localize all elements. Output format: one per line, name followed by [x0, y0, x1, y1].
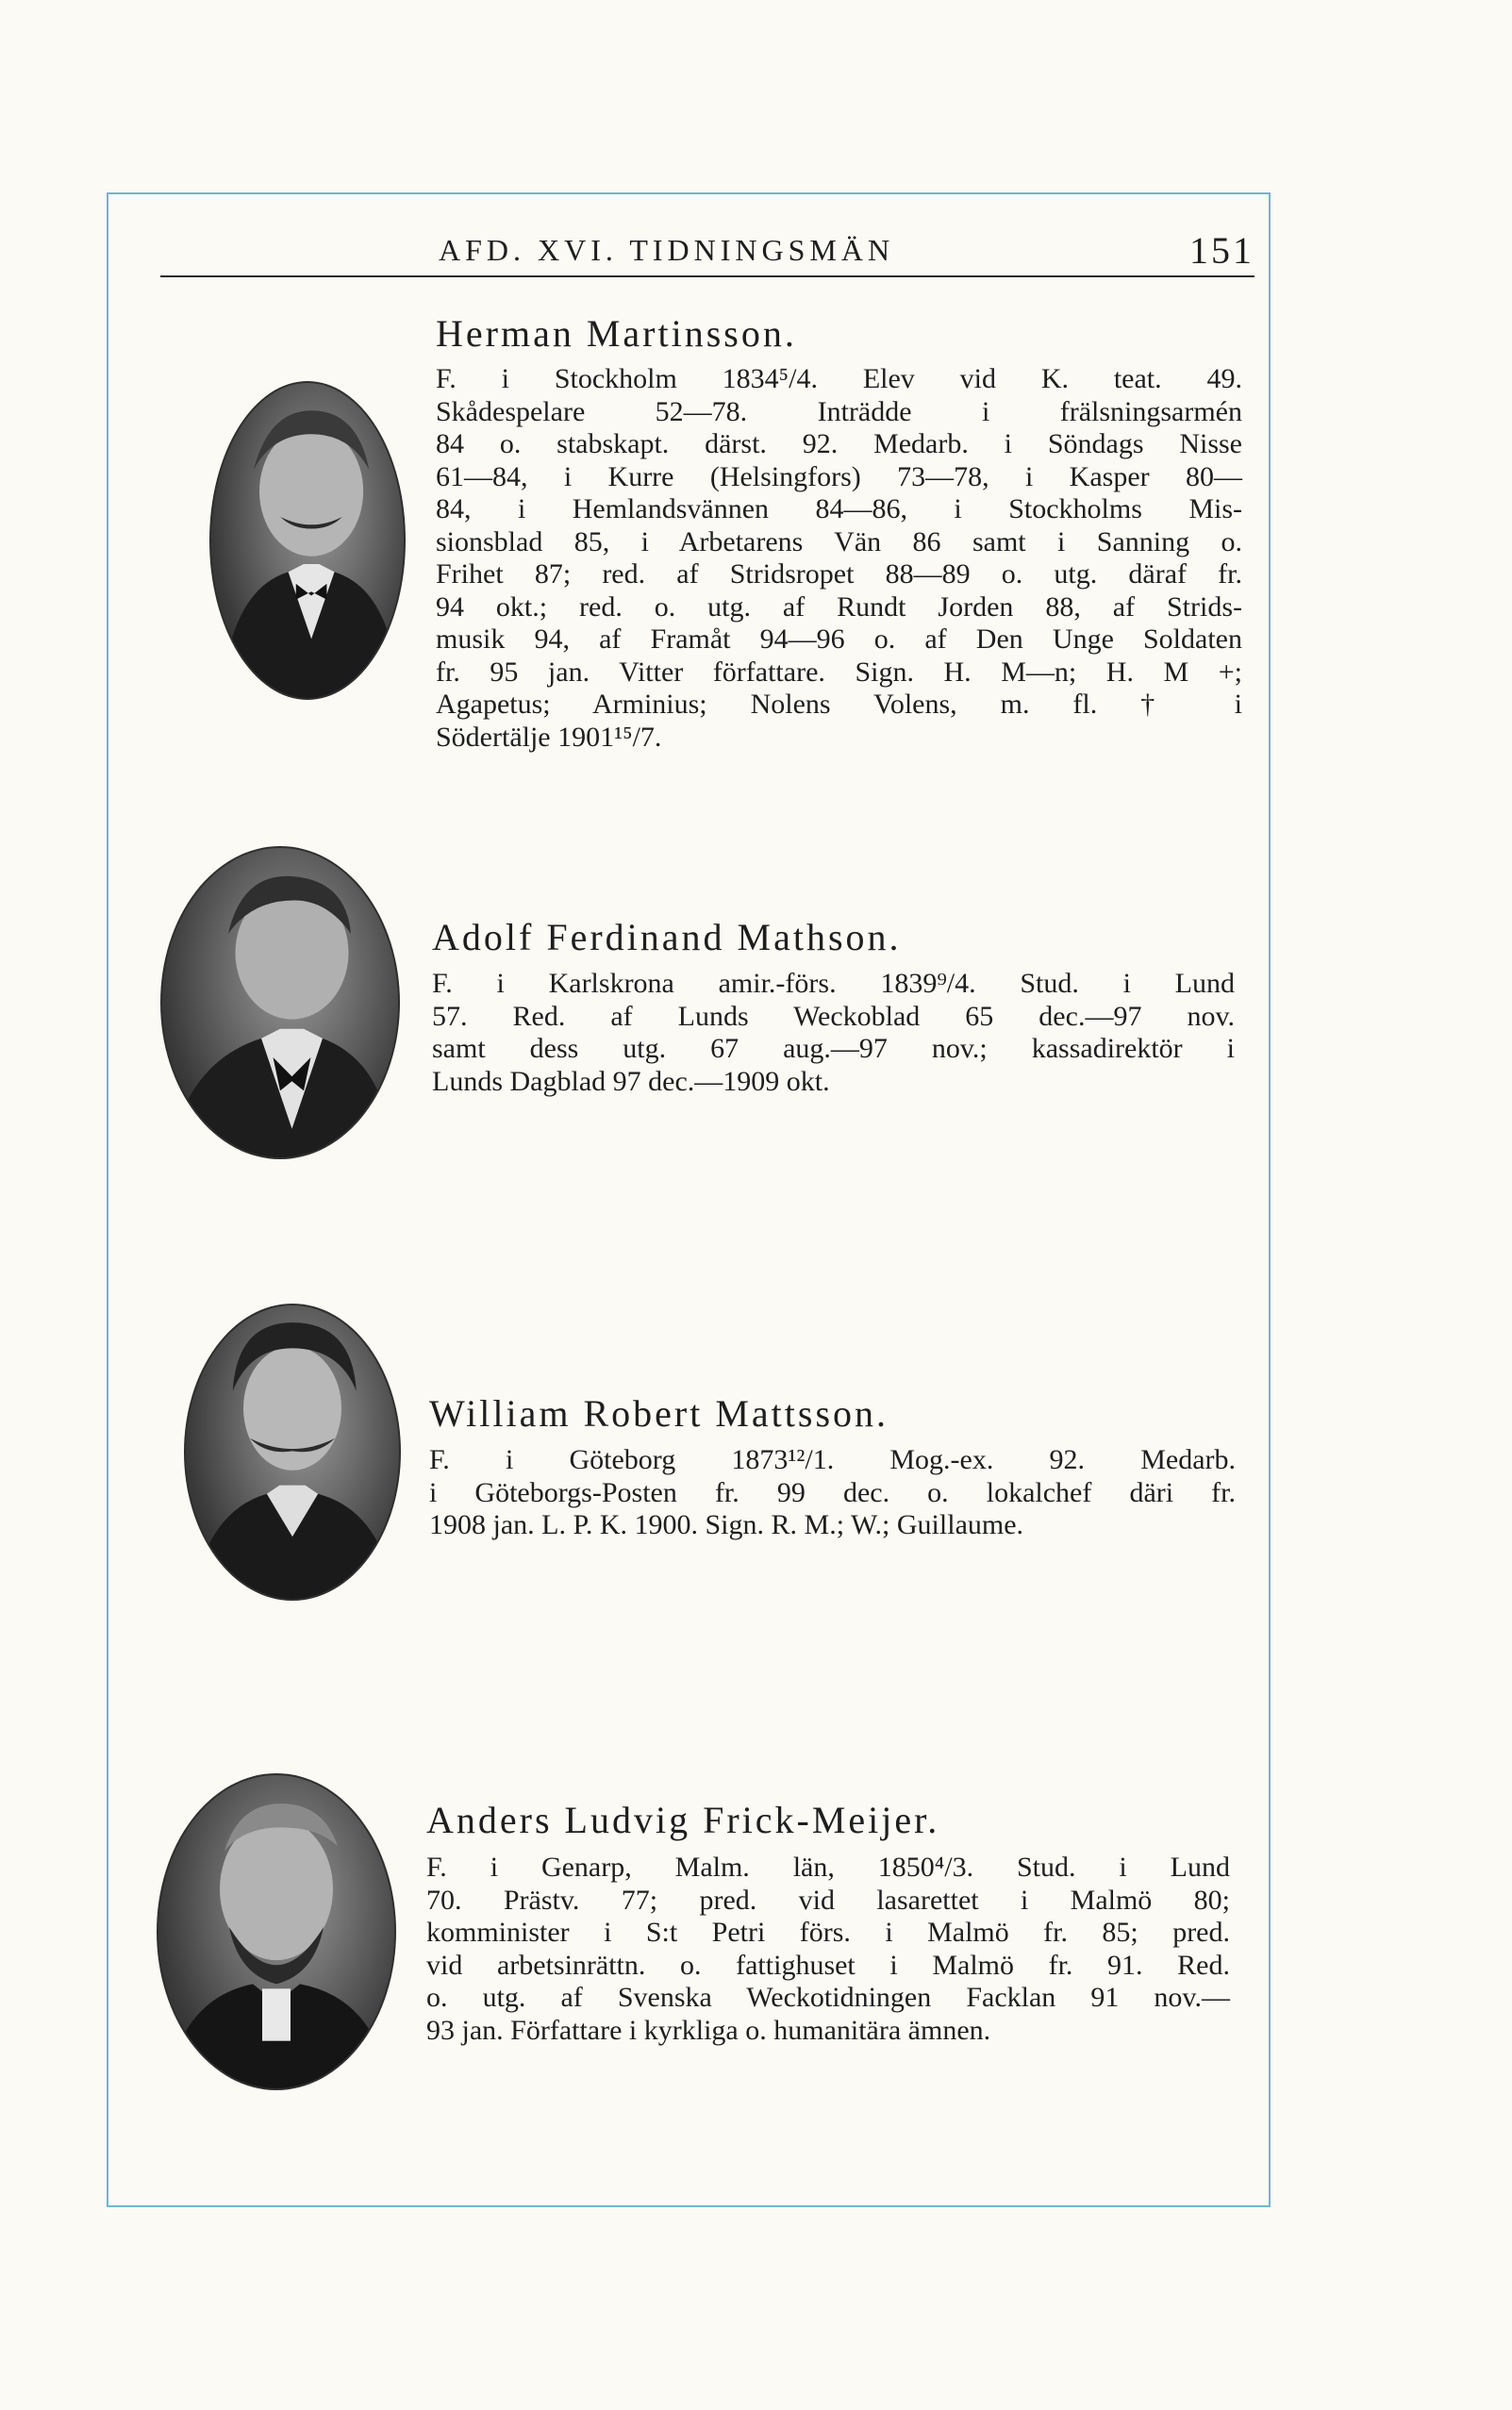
portrait-adolf-ferdinand-mathson — [160, 846, 400, 1159]
bio-line: i Göteborgs-Posten fr. 99 dec. o. lokalchef däri fr. — [429, 1476, 1236, 1508]
bio-line: 61—84, i Kurre (Helsingfors) 73—78, i Kasper 80— — [436, 460, 1242, 492]
entry-biography — [426, 1852, 1230, 2047]
entry-name: Herman Martinsson. — [436, 312, 797, 355]
bio-line: 84, i Hemlandsvännen 84—86, i Stockholms Mis- — [436, 493, 1242, 524]
bio-line: 94 okt.; red. o. utg. af Rundt Jorden 88, af Strids- — [436, 590, 1242, 623]
bio-line: 57. Red. af Lunds Weckoblad 65 dec.—97 nov. — [432, 1000, 1235, 1032]
bio-line: 93 jan. Författare i kyrkliga o. humanitära ämnen. — [426, 2014, 991, 2046]
bio-line: Skådespelare 52—78. Inträdde i frälsningsarmén — [436, 395, 1242, 427]
bio-line: sionsblad 85, i Arbetarens Vän 86 samt i Sanning o. — [436, 525, 1242, 557]
page-header — [160, 228, 1254, 277]
bio-line: samt dess utg. 67 aug.—97 nov.; kassadirektör i — [432, 1033, 1235, 1064]
running-title: AFD. XVI. TIDNINGSMÄN — [439, 233, 895, 267]
bio-line: Lunds Dagblad 97 dec.—1909 okt. — [432, 1065, 830, 1097]
bio-line: Södertälje 1901¹⁵/7. — [436, 721, 662, 753]
bio-line: fr. 95 jan. Vitter författare. Sign. H. M—n; H. M +; — [436, 656, 1242, 688]
bio-line: komminister i S:t Petri förs. i Malmö fr. 85; pred. — [426, 1917, 1230, 1948]
bio-line: 84 o. stabskapt. därst. 92. Medarb. i Söndags Nisse — [436, 428, 1242, 459]
bio-line: F. i Karlskrona amir.-förs. 1839⁹/4. Stud. i Lund — [432, 968, 1235, 999]
bio-line: 1908 jan. L. P. K. 1900. Sign. R. M.; W.; Guillaume. — [429, 1509, 1024, 1540]
bio-line: F. i Göteborg 1873¹²/1. Mog.-ex. 92. Medarb. — [429, 1444, 1236, 1475]
bio-line: Frihet 87; red. af Stridsropet 88—89 o. utg. däraf fr. — [436, 558, 1242, 590]
entry-name: Adolf Ferdinand Mathson. — [432, 916, 902, 958]
bio-line: o. utg. af Svenska Weckotidningen Facklan 91 nov.— — [426, 1982, 1230, 2013]
bio-line: vid arbetsinrättn. o. fattighuset i Malmö fr. 91. Red. — [426, 1949, 1230, 1981]
bio-line: 70. Prästv. 77; pred. vid lasarettet i Malmö 80; — [426, 1884, 1230, 1916]
bio-line: musik 94, af Framåt 94—96 o. af Den Unge Soldaten — [436, 623, 1242, 655]
bio-line: F. i Stockholm 1834⁵/4. Elev vid K. teat. 49. — [436, 363, 1242, 394]
entry-name: Anders Ludvig Frick-Meijer. — [426, 1799, 940, 1841]
portrait-herman-martinsson — [209, 381, 406, 700]
bio-line: Agapetus; Arminius; Nolens Volens, m. fl. † i — [436, 689, 1242, 720]
portrait-william-robert-mattsson — [184, 1304, 401, 1601]
entry-biography — [429, 1444, 1236, 1542]
entry-biography — [432, 968, 1235, 1098]
portrait-anders-ludvig-frick-meijer — [157, 1773, 396, 2090]
entry-name: William Robert Mattsson. — [429, 1392, 889, 1435]
bio-line: F. i Genarp, Malm. län, 1850⁴/3. Stud. i Lund — [426, 1852, 1230, 1883]
page-number: 151 — [1189, 229, 1254, 272]
entry-biography — [436, 363, 1242, 754]
